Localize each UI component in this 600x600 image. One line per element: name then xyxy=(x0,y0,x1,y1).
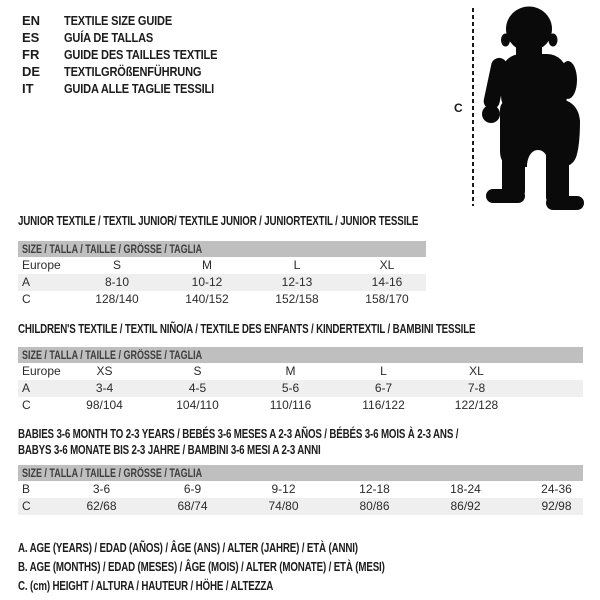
size-cell: 116/122 xyxy=(362,398,405,412)
babies-size-table xyxy=(18,465,583,515)
table-title-text: CHILDREN'S TEXTILE / TEXTIL NIÑO/A / TEXTILE DES ENFANTS / KINDERTEXTIL / BAMBINI TESSILE xyxy=(18,322,476,336)
guide-title: TEXTILE SIZE GUIDE xyxy=(64,13,173,28)
size-cell: 152/158 xyxy=(275,292,319,306)
size-cell: 3-4 xyxy=(95,381,114,395)
row-label: C xyxy=(22,398,31,412)
size-cell: 68/74 xyxy=(177,499,208,513)
size-cell: 6-9 xyxy=(183,482,202,496)
legend-notes xyxy=(18,538,488,595)
table-row xyxy=(18,274,426,291)
legend-note-text: C. (cm) HEIGHT / ALTURA / HAUTEUR / HÖHE / ALTEZZA xyxy=(18,579,274,593)
size-cell: 122/128 xyxy=(454,398,499,412)
legend-note-text: B. AGE (MONTHS) / EDAD (MESES) / ÂGE (MOIS) / ALTER (MONATE) / ETÀ (MESI) xyxy=(18,560,385,574)
row-label: B xyxy=(22,482,31,496)
size-header-text: SIZE / TALLA / TAILLE / GRÖSSE / TAGLIA xyxy=(22,350,203,362)
junior-size-table xyxy=(18,241,426,308)
size-cell: 128/140 xyxy=(95,292,139,306)
size-cell: 14-16 xyxy=(371,275,403,289)
language-row xyxy=(22,29,245,46)
guide-title: GUIDA ALLE TAGLIE TESSILI xyxy=(64,81,215,96)
size-cell: 9-12 xyxy=(271,482,296,496)
size-cell: 98/104 xyxy=(86,398,123,412)
size-cell: XL xyxy=(469,364,484,378)
size-cell: 12-13 xyxy=(281,275,313,289)
height-measure-label: C xyxy=(454,101,463,115)
row-label: A xyxy=(22,381,31,395)
legend-note-text: A. AGE (YEARS) / EDAD (AÑOS) / ÂGE (ANS) / ALTER (JAHRE) / ETÀ (ANNI) xyxy=(18,541,358,555)
language-code: DE xyxy=(22,64,41,79)
language-row xyxy=(22,46,245,63)
childrens-textile-section xyxy=(18,322,583,414)
size-cell: 10-12 xyxy=(191,275,223,289)
table-row xyxy=(18,291,426,308)
size-header-bar xyxy=(18,241,426,257)
table-row xyxy=(18,363,583,380)
size-cell: 4-5 xyxy=(188,381,207,395)
table-title-line2 xyxy=(18,442,583,458)
size-cell: 12-18 xyxy=(359,482,390,496)
size-cell: 80/86 xyxy=(359,499,390,513)
legend-note-a xyxy=(18,538,488,557)
table-body xyxy=(18,481,583,515)
size-cell: 92/98 xyxy=(541,499,572,513)
table-title-text: BABIES 3-6 MONTH TO 2-3 YEARS / BEBÉS 3-6 MESES A 2-3 AÑOS / BÉBÉS 3-6 MOIS À 2-3 ANS / xyxy=(18,427,459,441)
size-cell: L xyxy=(380,364,387,378)
row-label: Europe xyxy=(22,364,61,378)
table-title-text: JUNIOR TEXTILE / TEXTIL JUNIOR/ TEXTILE JUNIOR / JUNIORTEXTIL / JUNIOR TESSILE xyxy=(18,214,419,228)
table-title-text: BABYS 3-6 MONATE BIS 2-3 JAHRE / BAMBINI 3-6 MESI A 2-3 ANNI xyxy=(18,443,321,457)
size-cell: S xyxy=(193,364,202,378)
size-cell: 3-6 xyxy=(92,482,111,496)
guide-title: GUÍA DE TALLAS xyxy=(64,30,154,45)
language-code: ES xyxy=(22,30,40,45)
childrens-size-table xyxy=(18,347,583,414)
size-cell: 74/80 xyxy=(268,499,299,513)
language-row xyxy=(22,63,245,80)
size-cell: L xyxy=(293,258,301,272)
size-cell: 110/116 xyxy=(269,398,312,412)
language-code: EN xyxy=(22,13,41,28)
size-header-text: SIZE / TALLA / TAILLE / GRÖSSE / TAGLIA xyxy=(22,244,203,256)
table-body xyxy=(18,257,426,308)
language-row xyxy=(22,12,245,29)
size-cell: 18-24 xyxy=(450,482,481,496)
junior-textile-section xyxy=(18,214,426,308)
table-title xyxy=(18,214,426,228)
legend-note-c xyxy=(18,576,488,595)
table-row xyxy=(18,257,426,274)
size-cell: 5-6 xyxy=(281,381,300,395)
table-title xyxy=(18,322,583,336)
size-header-bar xyxy=(18,347,583,363)
table-body xyxy=(18,363,583,414)
size-cell: XL xyxy=(379,258,395,272)
baby-silhouette xyxy=(470,0,600,220)
size-cell: M xyxy=(285,364,296,378)
row-label: A xyxy=(22,275,31,289)
size-cell: 6-7 xyxy=(374,381,393,395)
size-header-text: SIZE / TALLA / TAILLE / GRÖSSE / TAGLIA xyxy=(22,468,203,480)
size-cell: 104/110 xyxy=(176,398,219,412)
table-row xyxy=(18,397,583,414)
language-row xyxy=(22,80,245,97)
table-row xyxy=(18,380,583,397)
language-title-list xyxy=(22,12,245,97)
language-code: IT xyxy=(22,81,34,96)
size-cell: XS xyxy=(96,364,113,378)
size-cell: M xyxy=(202,258,212,272)
size-header-bar xyxy=(18,465,583,481)
size-cell: 7-8 xyxy=(467,381,486,395)
guide-title: TEXTILGRÖßENFÜHRUNG xyxy=(64,64,202,79)
size-cell: 86/92 xyxy=(450,499,481,513)
guide-title: GUIDE DES TAILLES TEXTILE xyxy=(64,47,218,62)
row-label: Europe xyxy=(22,258,61,272)
size-cell: 140/152 xyxy=(185,292,229,306)
table-title xyxy=(18,426,583,442)
size-cell: S xyxy=(112,258,121,272)
table-row xyxy=(18,481,583,498)
size-cell: 158/170 xyxy=(365,292,409,306)
row-label: C xyxy=(22,292,31,306)
row-label: C xyxy=(22,499,31,513)
language-code: FR xyxy=(22,47,40,62)
size-cell: 62/68 xyxy=(86,499,117,513)
height-diagram xyxy=(446,0,600,220)
size-cell: 8-10 xyxy=(104,275,130,289)
size-cell: 24-36 xyxy=(541,482,572,496)
babies-textile-section xyxy=(18,426,583,515)
legend-note-b xyxy=(18,557,488,576)
table-row xyxy=(18,498,583,515)
